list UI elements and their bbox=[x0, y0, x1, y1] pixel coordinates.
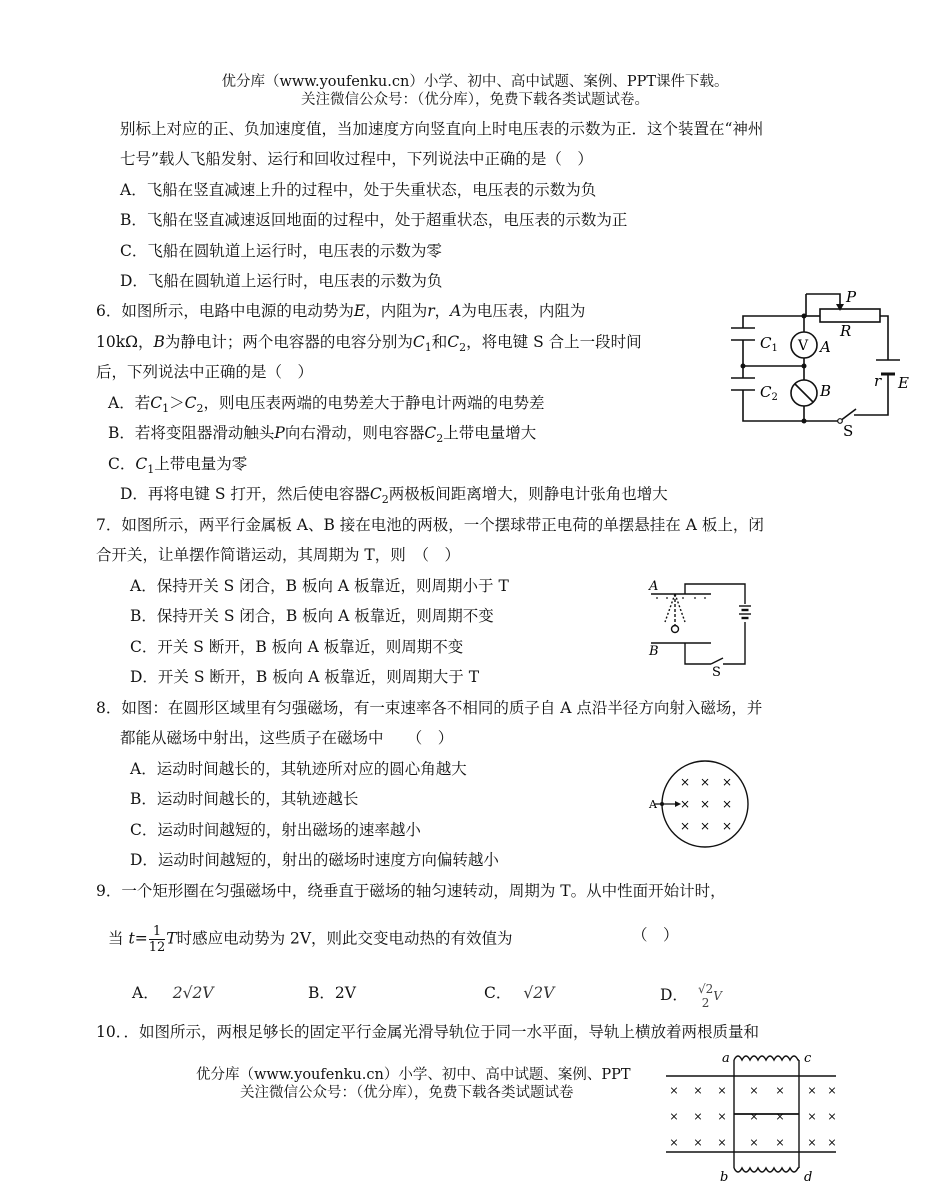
q6-option-a: A．若$C_1>C_2$，则电压表两端的电势差大于静电计两端的电势差 bbox=[108, 394, 545, 416]
svg-text:×: × bbox=[699, 819, 711, 833]
q7-fig-label-s: S bbox=[712, 665, 721, 680]
q9-option-a: A． 2√2V bbox=[132, 984, 214, 1002]
svg-text:×: × bbox=[775, 1084, 785, 1097]
q6-stem-line-1: 6．如图所示，电路中电源的电动势为E，内阻为r，A为电压表，内阻为 bbox=[96, 302, 586, 320]
q7-pendulum-figure bbox=[645, 578, 760, 678]
q6-fig-label-a: A bbox=[820, 338, 831, 356]
q6-fig-label-c2: $C_2$ bbox=[760, 383, 778, 403]
q10-fig-label-c: c bbox=[804, 1051, 812, 1066]
svg-text:×: × bbox=[749, 1136, 759, 1149]
q8-magnetic-field-figure bbox=[645, 758, 760, 850]
q8-option-d: D．运动时间越短的，射出的磁场时速度方向偏转越小 bbox=[130, 851, 499, 869]
svg-text:×: × bbox=[679, 775, 691, 789]
q9-stem-line-2: 当 t= $\frac{1}{12}$ T时感应电动势为 2V，则此交变电动热的有效值为 bbox=[108, 924, 513, 955]
svg-text:×: × bbox=[775, 1110, 785, 1123]
q9-option-c: C． √2V bbox=[484, 984, 555, 1002]
svg-text:×: × bbox=[717, 1110, 727, 1123]
footer-line-2: 关注微信公众号：（优分库），免费下载各类试题试卷 bbox=[240, 1085, 574, 1101]
q8-stem-line-1: 8．如图：在圆形区域里有匀强磁场，有一束速率各不相同的质子自 A 点沿半径方向射入磁场，并 bbox=[96, 699, 763, 717]
svg-text:×: × bbox=[721, 797, 733, 811]
q9-option-d-fraction: √2 2 bbox=[697, 982, 714, 1010]
svg-text:×: × bbox=[807, 1110, 817, 1123]
q5-option-b: B．飞船在竖直减速返回地面的过程中，处于超重状态，电压表的示数为正 bbox=[120, 211, 628, 229]
q7-option-b: B．保持开关 S 闭合，B 板向 A 板靠近，则周期不变 bbox=[130, 607, 494, 625]
svg-text:×: × bbox=[827, 1084, 837, 1097]
q6-fig-label-p: P bbox=[846, 288, 857, 306]
svg-text:×: × bbox=[807, 1136, 817, 1149]
q7-fig-label-a: A bbox=[649, 579, 659, 594]
q6-fig-voltmeter-v: V bbox=[798, 338, 809, 354]
svg-text:×: × bbox=[693, 1110, 703, 1123]
q7-fig-label-b: B bbox=[649, 644, 659, 659]
q6-stem-line-3: 后，下列说法中正确的是（ ） bbox=[96, 363, 314, 381]
q8-fig-label-a: A bbox=[649, 798, 657, 811]
q10-fig-label-a: a bbox=[722, 1051, 730, 1066]
header-line-1: 优分库（www.youfenku.cn）小学、初中、高中试题、案例、PPT课件下载。 bbox=[221, 74, 729, 90]
q6-option-b: B．若将变阻器滑动触头P向右滑动，则电容器$C_2$上带电量增大 bbox=[108, 424, 537, 446]
q6-fig-label-c1: $C_1$ bbox=[760, 334, 778, 354]
svg-text:×: × bbox=[693, 1136, 703, 1149]
svg-text:×: × bbox=[679, 797, 691, 811]
q9-fraction: $\frac{1}{12}$ bbox=[148, 924, 166, 955]
q6-fig-label-b: B bbox=[820, 382, 832, 400]
svg-text:×: × bbox=[669, 1084, 679, 1097]
q7-stem-line-1: 7．如图所示，两平行金属板 A、B 接在电池的两极，一个摆球带正电荷的单摆悬挂在 A 板上，闭 bbox=[96, 516, 764, 534]
q7-stem-line-2: 合开关，让单摆作简谐运动，其周期为 T，则 （ ） bbox=[96, 546, 461, 564]
q5-option-a: A．飞船在竖直减速上升的过程中，处于失重状态，电压表的示数为负 bbox=[120, 181, 597, 199]
svg-text:×: × bbox=[717, 1084, 727, 1097]
svg-text:×: × bbox=[693, 1084, 703, 1097]
q10-fig-label-d: d bbox=[804, 1170, 813, 1185]
q7-option-a: A．保持开关 S 闭合，B 板向 A 板靠近，则周期小于 T bbox=[130, 577, 509, 595]
svg-text:×: × bbox=[669, 1110, 679, 1123]
q6-fig-label-e: E bbox=[898, 374, 909, 392]
svg-text:×: × bbox=[775, 1136, 785, 1149]
q6-fig-label-r-internal: r bbox=[874, 372, 882, 390]
svg-text:×: × bbox=[717, 1136, 727, 1149]
svg-text:×: × bbox=[699, 775, 711, 789]
q8-stem-line-2: 都能从磁场中射出，这些质子在磁场中 （ ） bbox=[120, 729, 454, 747]
q8-option-a: A．运动时间越长的，其轨迹所对应的圆心角越大 bbox=[130, 760, 467, 778]
q9-stem-line-1: 9．一个矩形圈在匀强磁场中，绕垂直于磁场的轴匀速转动，周期为 T。从中性面开始计时， bbox=[96, 882, 726, 900]
q10-stem-line-1: 10．．如图所示，两根足够长的固定平行金属光滑导轨位于同一水平面，导轨上横放着两根质量和 bbox=[96, 1023, 759, 1041]
q9-answer-paren: （ ） bbox=[632, 926, 679, 944]
q8-option-b: B．运动时间越长的，其轨迹越长 bbox=[130, 790, 359, 808]
svg-text:×: × bbox=[749, 1110, 759, 1123]
q6-option-c: C．$C_1$上带电量为零 bbox=[108, 455, 248, 477]
svg-text:×: × bbox=[749, 1084, 759, 1097]
q6-fig-label-r: R bbox=[840, 322, 852, 340]
q6-fig-label-s: S bbox=[843, 422, 854, 440]
q7-option-d: D．开关 S 断开，B 板向 A 板靠近，则周期大于 T bbox=[130, 668, 480, 686]
q6-stem-line-2: 10kΩ，B为静电计；两个电容器的电容分别为$C_1$和$C_2$，将电键 S 合上一段时间 bbox=[96, 333, 642, 355]
q5-stem-line-2: 七号”载人飞船发射、运行和回收过程中，下列说法中正确的是（ ） bbox=[120, 150, 593, 168]
q9-option-d: D． √2 2 V bbox=[660, 982, 722, 1010]
svg-text:×: × bbox=[827, 1136, 837, 1149]
q8-option-c: C．运动时间越短的，射出磁场的速率越小 bbox=[130, 821, 421, 839]
svg-text:×: × bbox=[807, 1084, 817, 1097]
q7-option-c: C．开关 S 断开，B 板向 A 板靠近，则周期不变 bbox=[130, 638, 464, 656]
q10-fig-label-b: b bbox=[720, 1170, 729, 1185]
q5-option-d: D．飞船在圆轨道上运行时，电压表的示数为负 bbox=[120, 272, 443, 290]
svg-text:×: × bbox=[827, 1110, 837, 1123]
footer-line-1: 优分库（www.youfenku.cn）小学、初中、高中试题、案例、PPT bbox=[196, 1067, 631, 1083]
svg-text:×: × bbox=[699, 797, 711, 811]
svg-text:×: × bbox=[721, 775, 733, 789]
q10-rails-figure bbox=[664, 1048, 840, 1184]
q5-stem-line-1: 别标上对应的正、负加速度值，当加速度方向竖直向上时电压表的示数为正．这个装置在“神州 bbox=[120, 120, 764, 138]
q9-option-b: B．2V bbox=[308, 984, 356, 1002]
q6-option-d: D．再将电键 S 打开，然后使电容器$C_2$两极板间距离增大，则静电计张角也增大 bbox=[120, 485, 668, 507]
svg-text:×: × bbox=[669, 1136, 679, 1149]
q6-circuit-figure bbox=[728, 288, 918, 438]
q5-option-c: C．飞船在圆轨道上运行时，电压表的示数为零 bbox=[120, 242, 442, 260]
svg-text:×: × bbox=[679, 819, 691, 833]
header-line-2: 关注微信公众号：（优分库），免费下载各类试题试卷。 bbox=[301, 92, 649, 108]
svg-text:×: × bbox=[721, 819, 733, 833]
